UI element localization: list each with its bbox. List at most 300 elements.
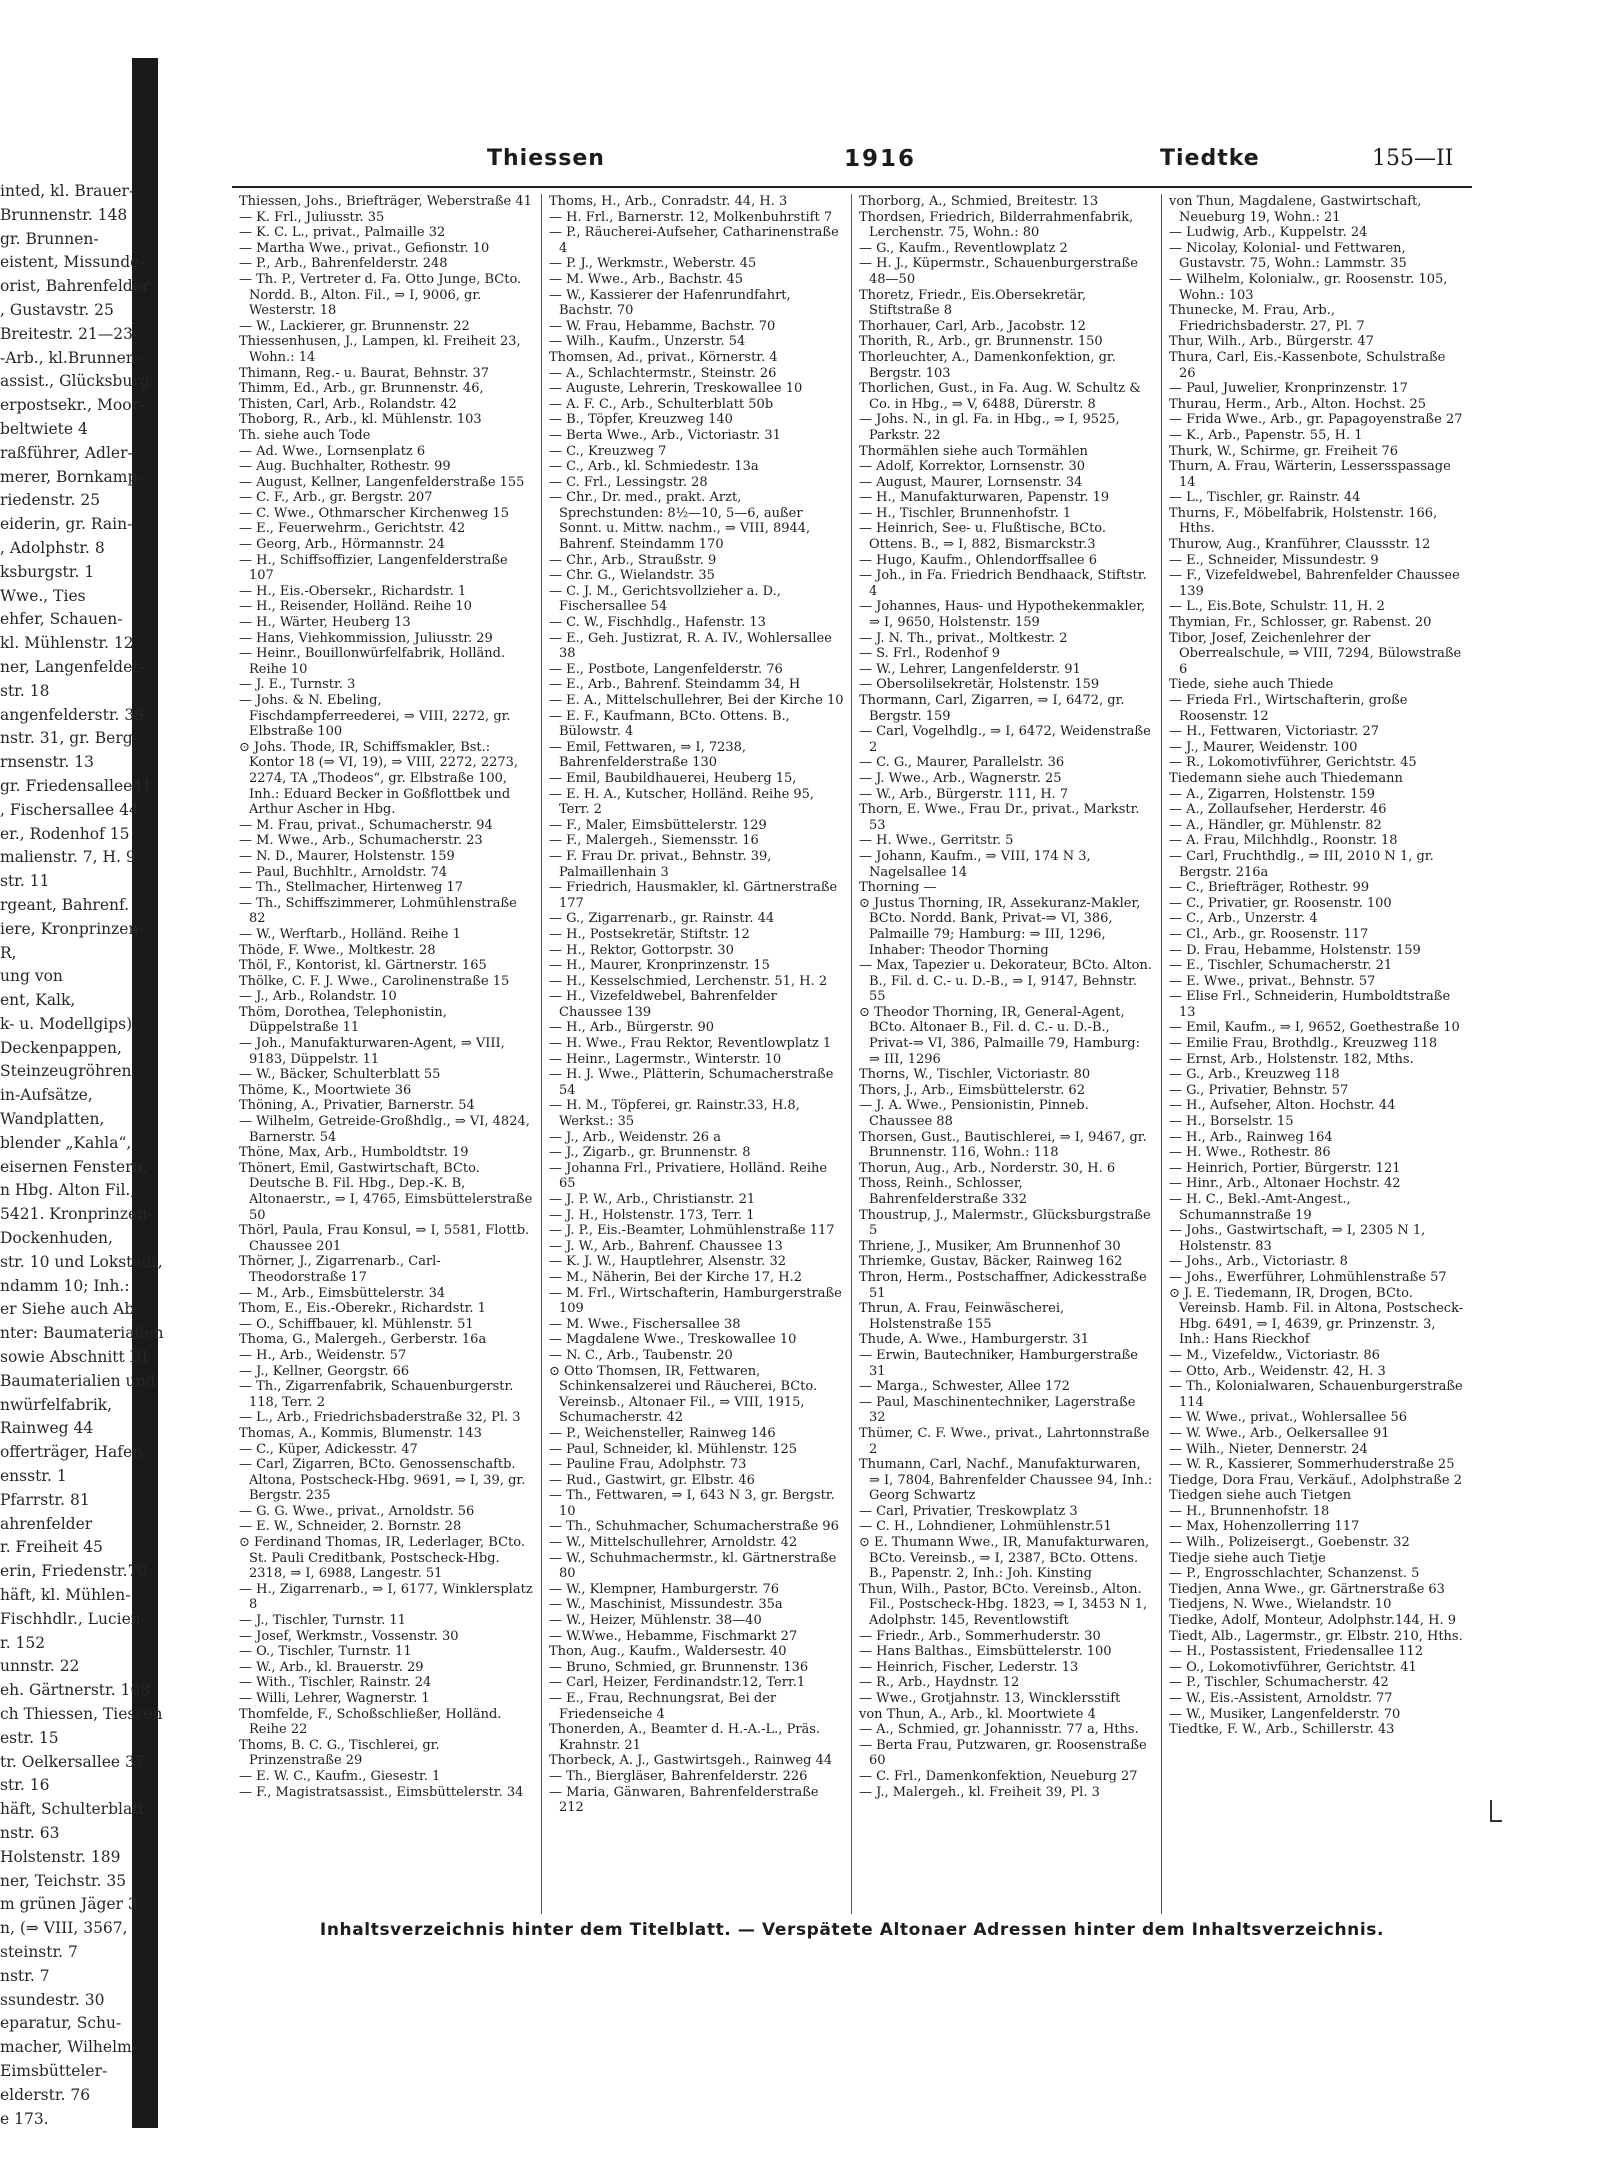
directory-entry: — W., Werftarb., Holländ. Reihe 1 <box>239 926 461 942</box>
directory-entry: — M. Wwe., Fischersallee 38 <box>549 1316 741 1332</box>
corner-mark <box>1490 1800 1502 1822</box>
strip-line: ndamm 10; Inh.: <box>0 1276 130 1295</box>
strip-line: Dockenhuden, <box>0 1229 113 1248</box>
directory-entry: — Wilh., Kaufm., Unzerstr. 54 <box>549 334 746 350</box>
directory-entry: — H., Tischler, Brunnenhofstr. 1 <box>859 505 1072 521</box>
directory-entry: ⊙ Johs. Thode, IR, Schiffsmakler, Bst.: Kontor 18 (⇒ VI, 19), ⇒ VIII, 2272, 2273, 2274, TA „Thodeos“, gr. Elbstraße 100, Inh.: Eduard Becker in Goßflottbek und Arthur Ascher in Hbg. <box>239 739 519 818</box>
directory-entry: — Emil, Baubildhauerei, Heuberg 15, <box>549 770 797 786</box>
strip-line: in-Aufsätze, <box>0 1086 93 1105</box>
directory-entry: — C. Wwe., Othmarscher Kirchenweg 15 <box>239 505 509 521</box>
directory-entry: — Chr., Arb., Straußstr. 9 <box>549 552 717 568</box>
directory-entry: Thorbeck, A. J., Gastwirtsgeh., Rainweg 44 <box>549 1753 833 1769</box>
directory-entry: — W., Eis.-Assistent, Arnoldstr. 77 <box>1169 1691 1393 1706</box>
strip-line: e 173. <box>0 2109 49 2128</box>
directory-entry: — L., Tischler, gr. Rainstr. 44 <box>1169 490 1361 506</box>
directory-entry: — W., Musiker, Langenfelderstr. 70 <box>1169 1706 1401 1722</box>
directory-entry: — Ludwig, Arb., Kuppelstr. 24 <box>1169 225 1368 241</box>
directory-entry: — W., Arb., Bürgerstr. 111, H. 7 <box>859 786 1069 802</box>
header-right-name: Tiedtke <box>1160 146 1260 171</box>
directory-entry: — A., Zollaufseher, Herderstr. 46 <box>1169 802 1387 818</box>
directory-entry: — With., Tischler, Rainstr. 24 <box>239 1675 432 1691</box>
directory-entry: — H., Kesselschmied, Lerchenstr. 51, H. 2 <box>549 973 828 989</box>
directory-entry: — H. Wwe., Rothestr. 86 <box>1169 1145 1331 1161</box>
directory-entry: — A. F. C., Arb., Schulterblatt 50b <box>549 396 774 412</box>
directory-entry: — E. W., Schneider, 2. Bornstr. 28 <box>239 1519 462 1535</box>
strip-line: str. 18 <box>0 681 50 700</box>
strip-line: nstr. 63 <box>0 1823 60 1842</box>
directory-entry: — W., Heizer, Mühlenstr. 38—40 <box>549 1613 762 1629</box>
running-header <box>232 146 1472 180</box>
directory-entry: — P., Engrosschlachter, Schanzenst. 5 <box>1169 1566 1420 1582</box>
directory-entry: — H., Schiffsoffizier, Langenfelderstraße 107 <box>239 552 508 584</box>
directory-entry: — Josef, Werkmstr., Vossenstr. 30 <box>239 1628 459 1644</box>
directory-entry: — J. N. Th., privat., Moltkestr. 2 <box>859 630 1068 646</box>
strip-line: rgeant, Bahrenf. <box>0 895 130 914</box>
directory-entry: — Johs., Gastwirtschaft, ⇒ I, 2305 N 1, Holstenstr. 83 <box>1169 1223 1426 1254</box>
directory-entry: — H., Arb., Bürgerstr. 90 <box>549 1020 715 1036</box>
directory-entry: — W., Lehrer, Langenfelderstr. 91 <box>859 661 1081 677</box>
directory-entry: — Johs., Ewerführer, Lohmühlenstraße 57 <box>1169 1269 1447 1285</box>
strip-line: Holstenstr. 189 <box>0 1847 121 1866</box>
directory-entry: — J. P. W., Arb., Christianstr. 21 <box>549 1192 756 1207</box>
directory-entry: — Chr., Dr. med., prakt. Arzt, Sprechstunden: 8½—10, 5—6, außer Sonnt. u. Mittw. nachm., ⇒ VIII, 8944, Bahrenf. Steindamm 170 <box>549 490 811 553</box>
strip-line: angenfelderstr. 39 <box>0 705 145 724</box>
directory-entry: — H., Aufseher, Alton. Hochstr. 44 <box>1169 1098 1396 1114</box>
directory-entry: Thorning — <box>859 880 937 896</box>
directory-entry: — G. G. Wwe., privat., Arnoldstr. 56 <box>239 1503 475 1519</box>
strip-line: m grünen Jäger 3 <box>0 1895 138 1914</box>
directory-entry: — A., Zigarren, Holstenstr. 159 <box>1169 786 1375 802</box>
directory-entry: — K. C. L., privat., Palmaille 32 <box>239 225 446 241</box>
directory-entry: Thriemke, Gustav, Bäcker, Rainweg 162 <box>859 1254 1123 1270</box>
directory-page <box>232 140 1472 1970</box>
directory-entry: — Wilhelm, Getreide-Großhdlg., ⇒ VI, 4824, Barnerstr. 54 <box>239 1114 530 1145</box>
directory-entry: — Paul, Maschinentechniker, Lagerstraße 32 <box>859 1394 1136 1426</box>
footer-note: Inhaltsverzeichnis hinter dem Titelblatt. — Verspätete Altonaer Adressen hinter dem Inhaltsverzeichnis. <box>319 1920 1385 1940</box>
directory-entry: — Paul, Juwelier, Kronprinzenstr. 17 <box>1169 381 1408 397</box>
directory-entry: — Heinrich, See- u. Flußtische, BCto. Ottens. B., ⇒ I, 882, Bismarckstr.3 <box>859 521 1107 553</box>
strip-line: , Gustavstr. 25 <box>0 300 114 319</box>
column-4 <box>1162 194 1472 1914</box>
directory-entry: — J. Wwe., Arb., Wagnerstr. 25 <box>859 770 1062 786</box>
directory-entry: Tibor, Josef, Zeichenlehrer der Oberrealschule, ⇒ VIII, 7294, Bülowstraße 6 <box>1169 630 1462 677</box>
directory-entry: — W., Arb., kl. Brauerstr. 29 <box>239 1659 424 1675</box>
directory-entry: — Elise Frl., Schneiderin, Humboldtstraße 13 <box>1169 989 1451 1020</box>
strip-line: häft, Schulterblatt <box>0 1800 145 1819</box>
directory-entry: — W., Kassierer der Hafenrundfahrt, Bachstr. 70 <box>549 287 791 319</box>
directory-entry: — M. Frau, privat., Schumacherstr. 94 <box>239 817 493 833</box>
directory-entry: — H. J. Wwe., Plätterin, Schumacherstraße 54 <box>549 1067 834 1098</box>
directory-entry: Thöme, K., Moortwiete 36 <box>239 1082 412 1098</box>
directory-entry: — M., Vizefeldw., Victoriastr. 86 <box>1169 1347 1380 1363</box>
directory-entry: — Emilie Frau, Brothdlg., Kreuzweg 118 <box>1169 1036 1438 1052</box>
directory-entry: — J., Maurer, Weidenstr. 100 <box>1169 739 1358 755</box>
directory-entry: Thriene, J., Musiker, Am Brunnenhof 30 <box>859 1238 1121 1254</box>
strip-line: Eimsbütteler- <box>0 2061 108 2080</box>
directory-entry: Thoms, B. C. G., Tischlerei, gr. Prinzenstraße 29 <box>239 1737 440 1769</box>
strip-line: er., Rodenhof 15 <box>0 824 130 843</box>
directory-entry: — Johann, Kaufm., ⇒ VIII, 174 N 3, Nagelsallee 14 <box>859 848 1091 880</box>
directory-entry: — E., Schneider, Missundestr. 9 <box>1169 552 1379 568</box>
directory-entry: Tiedge, Dora Frau, Verkäuf., Adolphstraße 2 <box>1169 1472 1462 1488</box>
directory-entry: — H. Wwe., Frau Rektor, Reventlowplatz 1 <box>549 1036 832 1052</box>
strip-line: eh. Gärtnerstr. 108 <box>0 1681 151 1700</box>
directory-entry: Thom, E., Eis.-Oberekr., Richardstr. 1 <box>239 1301 486 1317</box>
directory-entry: — Martha Wwe., privat., Gefionstr. 10 <box>239 240 490 256</box>
directory-entry: — Wilh., Nieter, Dennerstr. 24 <box>1169 1441 1368 1457</box>
directory-entry: — Hans, Viehkommission, Juliusstr. 29 <box>239 630 493 646</box>
directory-entry: — K. J. W., Hauptlehrer, Alsenstr. 32 <box>549 1254 787 1270</box>
directory-entry: — E. Wwe., privat., Behnstr. 57 <box>1169 973 1376 989</box>
previous-page-strip <box>0 180 164 2128</box>
strip-line: macher, Wilhelm- <box>0 2038 137 2057</box>
directory-entry: — M. Frl., Wirtschafterin, Hamburgerstraße 109 <box>549 1285 842 1317</box>
strip-line: nstr. 7 <box>0 1966 50 1985</box>
directory-entry: Thimann, Reg.- u. Baurat, Behnstr. 37 <box>239 365 489 381</box>
strip-line: offerträger, Hafen- <box>0 1443 148 1462</box>
strip-line: Steinzeugröhren, <box>0 1062 137 1081</box>
directory-entry: Thun, Wilh., Pastor, BCto. Vereinsb., Alton. Fil., Postscheck-Hbg. 1823, ⇒ I, 3453 N 1, Adolphstr. 145, Reventlowstift <box>859 1581 1148 1629</box>
directory-entry: — Max, Tapezier u. Dekorateur, BCto. Alton. B., Fil. d. C.- u. D.-B., ⇒ I, 9147, Behnstr. 55 <box>859 958 1152 1005</box>
directory-entry: — J., Kellner, Georgstr. 66 <box>239 1363 410 1379</box>
directory-entry: — F. Frau Dr. privat., Behnstr. 39, Palmaillenhain 3 <box>549 848 772 880</box>
directory-entry: ⊙ Ferdinand Thomas, IR, Lederlager, BCto. St. Pauli Creditbank, Postscheck-Hbg. 2318, ⇒ I, 6988, Langestr. 51 <box>239 1535 525 1582</box>
directory-entry: — C., Kreuzweg 7 <box>549 443 667 459</box>
directory-entry: Thordsen, Friedrich, Bilderrahmenfabrik, Lerchenstr. 75, Wohn.: 80 <box>859 209 1134 241</box>
directory-entry: — W., Maschinist, Missundestr. 35a <box>549 1597 783 1613</box>
directory-entry: Tiedt, Alb., Lagermstr., gr. Elbstr. 210, Hths. <box>1169 1628 1463 1644</box>
strip-line: nstr. 31, gr. Berg- <box>0 729 138 748</box>
strip-line: er Siehe auch Ab- <box>0 1300 140 1319</box>
directory-entry: — W. R., Kassierer, Sommerhuderstraße 25 <box>1169 1457 1455 1473</box>
strip-line: nwürfelfabrik, <box>0 1395 113 1414</box>
directory-entry: — A., Schlachtermstr., Steinstr. 26 <box>549 365 777 381</box>
strip-line: Breitestr. 21—23 <box>0 324 134 343</box>
directory-entry: Thura, Carl, Eis.-Kassenbote, Schulstraße 26 <box>1169 349 1446 381</box>
directory-entry: — O., Lokomotivführer, Gerichtstr. 41 <box>1169 1659 1417 1675</box>
directory-entry: — Paul, Buchhltr., Arnoldstr. 74 <box>239 864 448 880</box>
directory-entry: — Th., Schuhmacher, Schumacherstraße 96 <box>549 1519 839 1535</box>
strip-line: str. 10 und Lokstedt, <box>0 1252 163 1271</box>
directory-entry: Thurow, Aug., Kranführer, Claussstr. 12 <box>1169 537 1431 553</box>
directory-entry: — M. Wwe., Arb., Bachstr. 45 <box>549 271 744 287</box>
directory-entry: — G., Arb., Kreuzweg 118 <box>1169 1067 1340 1083</box>
strip-line: , Fischersallee 44 <box>0 800 139 819</box>
directory-entry: — W. Wwe., privat., Wohlersallee 56 <box>1169 1410 1408 1426</box>
directory-entry: — Maria, Gänwaren, Bahrenfelderstraße 212 <box>549 1784 819 1816</box>
strip-line: ehfer, Schauen- <box>0 610 123 629</box>
directory-entry: — H. C., Bekl.-Amt-Angest., Schumannstraße 19 <box>1169 1192 1351 1223</box>
directory-entry: — J. H., Holstenstr. 173, Terr. 1 <box>549 1207 755 1223</box>
directory-entry: — W., Lackierer, gr. Brunnenstr. 22 <box>239 318 470 334</box>
directory-entry: Thorn, E. Wwe., Frau Dr., privat., Markstr. 53 <box>859 802 1140 833</box>
directory-entry: — J., Tischler, Turnstr. 11 <box>239 1613 406 1629</box>
strip-line: steinstr. 7 <box>0 1942 78 1961</box>
directory-entry: — O., Schiffbauer, kl. Mühlenstr. 51 <box>239 1316 474 1332</box>
directory-entry: — K. Frl., Juliusstr. 35 <box>239 209 385 225</box>
strip-line: Baumaterialien und <box>0 1371 156 1390</box>
directory-entry: von Thun, Magdalene, Gastwirtschaft, Neueburg 19, Wohn.: 21 <box>1169 194 1422 225</box>
directory-entry: — Pauline Frau, Adolphstr. 73 <box>549 1457 747 1473</box>
directory-entry: Thoretz, Friedr., Eis.Obersekretär, Stiftstraße 8 <box>859 287 1087 319</box>
directory-entry: — Frida Wwe., Arb., gr. Papagoyenstraße 27 <box>1169 412 1463 428</box>
directory-entry: — Georg, Arb., Hörmannstr. 24 <box>239 537 445 553</box>
strip-line: Brunnenstr. 148 <box>0 205 128 224</box>
directory-entry: — Th., Biergläser, Bahrenfelderstr. 226 <box>549 1768 808 1784</box>
directory-entry: — Carl, Zigarren, BCto. Genossenschaftb. Altona, Postscheck-Hbg. 9691, ⇒ I, 39, gr. Bergstr. 235 <box>239 1457 526 1504</box>
strip-line: gr. Brunnen- <box>0 229 99 248</box>
strip-line: ssundestr. 30 <box>0 1990 105 2009</box>
directory-entry: — F., Magistratsassist., Eimsbüttelerstr. 34 <box>239 1784 524 1800</box>
directory-entry: — J., Zigarb., gr. Brunnenstr. 8 <box>549 1145 751 1161</box>
directory-entry: Tiedtke, F. W., Arb., Schillerstr. 43 <box>1169 1722 1395 1738</box>
page-number: 155—II <box>1372 146 1454 171</box>
directory-entry: Thormann, Carl, Zigarren, ⇒ I, 6472, gr. Bergstr. 159 <box>859 693 1125 724</box>
directory-entry: Thöl, F., Kontorist, kl. Gärtnerstr. 165 <box>239 958 487 974</box>
directory-entry: Thurn, A. Frau, Wärterin, Lessersspassage 14 <box>1169 459 1451 490</box>
directory-entry: — L., Eis.Bote, Schulstr. 11, H. 2 <box>1169 599 1385 615</box>
directory-entry: Tiedjen, Anna Wwe., gr. Gärtnerstraße 63 <box>1169 1581 1445 1597</box>
directory-entry: Thorsen, Gust., Bautischlerei, ⇒ I, 9467, gr. Brunnenstr. 116, Wohn.: 118 <box>859 1129 1147 1161</box>
directory-entry: — A., Händler, gr. Mühlenstr. 82 <box>1169 817 1382 833</box>
directory-entry: Thoustrup, J., Malermstr., Glücksburgstraße 5 <box>859 1207 1151 1239</box>
strip-line: r. 152 <box>0 1633 46 1652</box>
directory-entry: — H. J., Küpermstr., Schauenburgerstraße 48—50 <box>859 256 1138 287</box>
strip-line: eistent, Missunde- <box>0 253 145 272</box>
strip-line: iere, Kronprinzen- <box>0 919 144 938</box>
directory-entry: — Wilh., Polizeisergt., Goebenstr. 32 <box>1169 1535 1410 1551</box>
directory-entry: — H., Arb., Rainweg 164 <box>1169 1129 1333 1145</box>
directory-entry: — H., Reisender, Holländ. Reihe 10 <box>239 599 472 615</box>
directory-entry: Thonerden, A., Beamter d. H.-A.-L., Präs. Krahnstr. 21 <box>549 1722 821 1753</box>
directory-entry: Thurns, F., Möbelfabrik, Holstenstr. 166, Hths. <box>1169 505 1438 537</box>
directory-entry: ⊙ Theodor Thorning, IR, General-Agent, BCto. Altonaer B., Fil. d. C.- u. D.-B., Privat-⇒ VI, 386, Palmaille 79, Hamburg: ⇒ III, 1296 <box>859 1004 1141 1067</box>
directory-entry: — H., Manufakturwaren, Papenstr. 19 <box>859 490 1110 506</box>
directory-entry: — F., Malergeh., Siemensstr. 16 <box>549 833 759 849</box>
directory-entry: — Aug. Buchhalter, Rothestr. 99 <box>239 459 451 475</box>
directory-entry: — P., Weichensteller, Rainweg 146 <box>549 1425 776 1441</box>
directory-entry: — P., Tischler, Schumacherstr. 42 <box>1169 1675 1389 1691</box>
directory-entry: — B., Töpfer, Kreuzweg 140 <box>549 412 733 428</box>
directory-entry: — H., Postassistent, Friedensallee 112 <box>1169 1644 1424 1660</box>
directory-entry: — M. Wwe., Arb., Schumacherstr. 23 <box>239 833 483 849</box>
directory-entry: — Obersolilsekretär, Holstenstr. 159 <box>859 677 1100 693</box>
directory-entry: — Emil, Kaufm., ⇒ I, 9652, Goethestraße 10 <box>1169 1020 1460 1036</box>
directory-entry: Thiessenhusen, J., Lampen, kl. Freiheit 23, Wohn.: 14 <box>239 334 521 365</box>
directory-entry: Thoma, G., Malergeh., Gerberstr. 16a <box>239 1332 487 1348</box>
strip-line: Wwe., Ties <box>0 586 86 605</box>
strip-line: eiderin, gr. Rain- <box>0 515 133 534</box>
directory-entry: Tiedjens, N. Wwe., Wielandstr. 10 <box>1169 1597 1392 1613</box>
directory-entry: — D. Frau, Hebamme, Holstenstr. 159 <box>1169 942 1421 958</box>
directory-entry: — E., Feuerwehrm., Gerichtstr. 42 <box>239 521 466 537</box>
directory-entry: — H. Wwe., Gerritstr. 5 <box>859 833 1014 849</box>
strip-line: estr. 15 <box>0 1728 59 1747</box>
directory-entry: — K., Arb., Papenstr. 55, H. 1 <box>1169 427 1363 443</box>
strip-line: R, <box>0 943 17 962</box>
directory-entry: — J. A. Wwe., Pensionistin, Pinneb. Chaussee 88 <box>859 1098 1089 1130</box>
directory-entry: — Ernst, Arb., Holstenstr. 182, Mths. <box>1169 1051 1414 1067</box>
directory-entry: — Ad. Wwe., Lornsenplatz 6 <box>239 443 426 459</box>
directory-entry: Thomsen, Ad., privat., Körnerstr. 4 <box>549 349 778 365</box>
directory-entry: — H., Borselstr. 15 <box>1169 1114 1294 1130</box>
directory-entry: — Carl, Privatier, Treskowplatz 3 <box>859 1503 1078 1519</box>
directory-entry: — E., Arb., Bahrenf. Steindamm 34, H <box>549 677 801 693</box>
directory-entry: — Johannes, Haus- und Hypothekenmakler, ⇒ I, 9650, Holstenstr. 159 <box>859 599 1146 631</box>
strip-line: merer, Bornkamp- <box>0 467 143 486</box>
directory-entry: — Johs. N., in gl. Fa. in Hbg., ⇒ I, 9525, Parkstr. 22 <box>859 412 1120 443</box>
directory-entry: — F., Vizefeldwebel, Bahrenfelder Chaussee 139 <box>1169 568 1460 599</box>
strip-line: Fischhdlr., Lucien- <box>0 1609 146 1628</box>
column-2 <box>542 194 852 1914</box>
directory-entry: — M., Näherin, Bei der Kirche 17, H.2 <box>549 1269 803 1285</box>
directory-entry: — O., Tischler, Turnstr. 11 <box>239 1644 412 1660</box>
directory-entry: — Emil, Fettwaren, ⇒ I, 7238, Bahrenfelderstraße 130 <box>549 739 747 771</box>
strip-line: nter: Baumaterialien <box>0 1324 164 1343</box>
directory-entry: Thöning, A., Privatier, Barnerstr. 54 <box>239 1098 475 1114</box>
directory-entry: — R., Lokomotivführer, Gerichtstr. 45 <box>1169 755 1417 771</box>
directory-entry: — Carl, Heizer, Ferdinandstr.12, Terr.1 <box>549 1675 806 1691</box>
strip-line: eisernen Fenstern, <box>0 1157 148 1176</box>
directory-entry: — Hugo, Kaufm., Ohlendorffsallee 6 <box>859 552 1098 568</box>
directory-entry: — Adolf, Korrektor, Lornsenstr. 30 <box>859 459 1086 475</box>
strip-line: inted, kl. Brauer- <box>0 182 135 200</box>
directory-entry: — E. F., Kaufmann, BCto. Ottens. B., Bülowstr. 4 <box>549 708 790 740</box>
directory-entry: Thorith, R., Arb., gr. Brunnenstr. 150 <box>859 334 1103 350</box>
directory-entry: — H., Maurer, Kronprinzenstr. 15 <box>549 958 770 974</box>
directory-entry: Thorun, Aug., Arb., Norderstr. 30, H. 6 <box>859 1160 1116 1176</box>
strip-line: ch Thiessen, Tiessen <box>0 1705 163 1723</box>
directory-entry: — Paul, Schneider, kl. Mühlenstr. 125 <box>549 1441 798 1457</box>
directory-entry: — Chr. G., Wielandstr. 35 <box>549 568 715 584</box>
strip-line: ent, Kalk, <box>0 991 76 1010</box>
directory-entry: — Carl, Vogelhdlg., ⇒ I, 6472, Weidenstraße 2 <box>859 724 1151 755</box>
strip-line: beltwiete 4 <box>0 419 88 438</box>
directory-entry: Thurk, W., Schirme, gr. Freiheit 76 <box>1169 443 1399 459</box>
directory-entry: — W. Frau, Hebamme, Bachstr. 70 <box>549 318 776 334</box>
strip-line: ensstr. 1 <box>0 1467 67 1486</box>
strip-line: orist, Bahrenfelder <box>0 277 150 296</box>
directory-entry: — J., Malergeh., kl. Freiheit 39, Pl. 3 <box>859 1784 1100 1800</box>
column-1 <box>232 194 542 1914</box>
directory-entry: Thönert, Emil, Gastwirtschaft, BCto. Deutsche B. Fil. Hbg., Dep.-K. B, Altonaerstr., ⇒ I, 4765, Eimsbüttelerstraße 50 <box>239 1160 533 1223</box>
directory-entry: Thoborg, R., Arb., kl. Mühlenstr. 103 <box>239 412 482 428</box>
directory-entry: — H. Frl., Barnerstr. 12, Molkenbuhrstift 7 <box>549 209 833 225</box>
directory-entry: — J., Arb., Rolandstr. 10 <box>239 989 397 1005</box>
directory-entry: — Friedrich, Hausmakler, kl. Gärtnerstraße 177 <box>549 880 838 911</box>
directory-entry: — M., Arb., Eimsbüttelerstr. 34 <box>239 1285 446 1301</box>
strip-line: erpostsekr., Moor- <box>0 396 145 415</box>
column-3 <box>852 194 1162 1914</box>
directory-entry: — J. P., Eis.-Beamter, Lohmühlenstraße 117 <box>549 1223 835 1239</box>
directory-entry: — Wilhelm, Kolonialw., gr. Roosenstr. 105, Wohn.: 103 <box>1169 271 1448 303</box>
strip-line: Wandplatten, <box>0 1110 105 1129</box>
directory-entry: — Otto, Arb., Weidenstr. 42, H. 3 <box>1169 1363 1386 1379</box>
directory-entry: — H., Vizefeldwebel, Bahrenfelder Chaussee 139 <box>549 989 777 1020</box>
directory-entry: — P., Räucherei-Aufseher, Catharinenstraße 4 <box>549 225 839 256</box>
strip-line: riedenstr. 25 <box>0 491 101 510</box>
directory-entry: Thon, Aug., Kaufm., Waldersestr. 40 <box>549 1644 787 1660</box>
directory-entry: — Magdalene Wwe., Treskowallee 10 <box>549 1332 797 1348</box>
strip-line: k- u. Modellgips), <box>0 1014 138 1033</box>
directory-entry: — Erwin, Bautechniker, Hamburgerstraße 31 <box>859 1347 1138 1379</box>
directory-entry: — Joh., in Fa. Friedrich Bendhaack, Stiftstr. 4 <box>859 568 1147 599</box>
directory-entry: — Willi, Lehrer, Wagnerstr. 1 <box>239 1691 430 1706</box>
directory-entry: Tiedemann siehe auch Thiedemann <box>1169 770 1403 786</box>
directory-entry: — H., Wärter, Heuberg 13 <box>239 615 411 631</box>
strip-line: elderstr. 76 <box>0 2085 91 2104</box>
directory-entry: — August, Maurer, Lornsenstr. 34 <box>859 474 1083 490</box>
directory-entry: — E. H. A., Kutscher, Holländ. Reihe 95, Terr. 2 <box>549 786 815 818</box>
directory-entry: ⊙ J. E. Tiedemann, IR, Drogen, BCto. Vereinsb. Hamb. Fil. in Altona, Postscheck-Hbg. 6491, ⇒ I, 4639, gr. Prinzenstr. 3, Inh.: Hans Rieckhof <box>1169 1285 1464 1348</box>
directory-entry: — Cl., Arb., gr. Roosenstr. 117 <box>1169 926 1369 942</box>
directory-entry: — E., Geh. Justizrat, R. A. IV., Wohlersallee 38 <box>549 630 832 662</box>
directory-entry: — Th., Fettwaren, ⇒ I, 643 N 3, gr. Bergstr. 10 <box>549 1488 835 1519</box>
directory-entry: — A., Schmied, gr. Johannisstr. 77 a, Hths. <box>859 1722 1139 1738</box>
directory-entry: — Heinrich, Fischer, Lederstr. 13 <box>859 1659 1079 1675</box>
strip-line: , Adolphstr. 8 <box>0 538 105 557</box>
directory-columns <box>232 194 1472 1914</box>
directory-entry: Thorns, W., Tischler, Victoriastr. 80 <box>859 1067 1091 1083</box>
directory-entry: — August, Kellner, Langenfelderstraße 155 <box>239 474 525 490</box>
directory-entry: — Rud., Gastwirt, gr. Elbstr. 46 <box>549 1472 755 1488</box>
directory-entry: Thümer, C. F. Wwe., privat., Lahrtonnstraße 2 <box>859 1425 1150 1457</box>
directory-entry: — Joh., Manufakturwaren-Agent, ⇒ VIII, 9183, Düppelstr. 11 <box>239 1036 505 1067</box>
directory-entry: — C. Frl., Lessingstr. 28 <box>549 474 708 490</box>
directory-entry: — W.Wwe., Hebamme, Fischmarkt 27 <box>549 1628 798 1644</box>
directory-entry: — E., Tischler, Schumacherstr. 21 <box>1169 958 1393 974</box>
strip-line: tr. Oelkersallee 37 <box>0 1752 145 1771</box>
directory-entry: — W. Wwe., Arb., Oelkersallee 91 <box>1169 1425 1390 1441</box>
directory-entry: ⊙ Justus Thorning, IR, Assekuranz-Makler, BCto. Nordd. Bank, Privat-⇒ VI, 386, Palmaille 79; Hamburg: ⇒ III, 1296, Inhaber: Theodor Thorning <box>859 895 1141 958</box>
directory-entry: Tiedje siehe auch Tietje <box>1169 1550 1326 1566</box>
directory-entry: Thormählen siehe auch Tormählen <box>859 443 1088 459</box>
directory-entry: — Heinr., Lagermstr., Winterstr. 10 <box>549 1051 782 1067</box>
directory-entry: — G., Zigarrenarb., gr. Rainstr. 44 <box>549 911 775 927</box>
directory-entry: — G., Privatier, Behnstr. 57 <box>1169 1082 1349 1098</box>
directory-entry: — P. J., Werkmstr., Weberstr. 45 <box>549 256 757 272</box>
directory-entry: Thoms, H., Arb., Conradstr. 44, H. 3 <box>549 194 788 209</box>
directory-entry: Thorborg, A., Schmied, Breitestr. 13 <box>859 194 1099 209</box>
directory-entry: Tiedgen siehe auch Tietgen <box>1169 1488 1352 1504</box>
strip-line: malienstr. 7, H. 9 <box>0 848 136 867</box>
directory-entry: — C. W., Fischhdlg., Hafenstr. 13 <box>549 615 766 631</box>
directory-entry: — Frieda Frl., Wirtschafterin, große Roosenstr. 12 <box>1169 693 1408 724</box>
directory-entry: — N. C., Arb., Taubenstr. 20 <box>549 1347 733 1363</box>
directory-entry: Thiessen, Johs., Briefträger, Weberstraße 41 <box>239 194 532 209</box>
directory-entry: Thude, A. Wwe., Hamburgerstr. 31 <box>859 1332 1089 1348</box>
directory-entry: — L., Arb., Friedrichsbaderstraße 32, Pl. 3 <box>239 1410 521 1426</box>
directory-entry: — Bruno, Schmied, gr. Brunnenstr. 136 <box>549 1659 809 1675</box>
directory-entry: Thymian, Fr., Schlosser, gr. Rabenst. 20 <box>1169 615 1432 631</box>
strip-line: Deckenpappen, <box>0 1038 122 1057</box>
strip-line: eparatur, Schu- <box>0 2014 122 2033</box>
directory-entry: — G., Kaufm., Reventlowplatz 2 <box>859 240 1068 256</box>
directory-entry: — C. H., Lohndiener, Lohmühlenstr.51 <box>859 1519 1112 1535</box>
directory-entry: — W., Klempner, Hamburgerstr. 76 <box>549 1581 779 1597</box>
strip-line: gr. Friedensallee41 <box>0 776 153 795</box>
directory-entry: Thörner, J., Zigarrenarb., Carl-Theodorstraße 17 <box>239 1254 441 1285</box>
strip-line: ner, Teichstr. 35 <box>0 1871 127 1890</box>
directory-entry: — Th., Zigarrenfabrik, Schauenburgerstr. 118, Terr. 2 <box>239 1379 514 1410</box>
strip-line: sowie Abschnitt III <box>0 1348 149 1367</box>
strip-line: assist., Glücksburg- <box>0 372 155 391</box>
directory-entry: — Heinr., Bouillonwürfelfabrik, Holländ. Reihe 10 <box>239 646 506 677</box>
directory-entry: — J., Arb., Weidenstr. 26 a <box>549 1129 721 1145</box>
directory-entry: Thorhauer, Carl, Arb., Jacobstr. 12 <box>859 318 1086 334</box>
strip-line: unnstr. 22 <box>0 1657 80 1676</box>
directory-entry: — Th., Stellmacher, Hirtenweg 17 <box>239 880 464 896</box>
